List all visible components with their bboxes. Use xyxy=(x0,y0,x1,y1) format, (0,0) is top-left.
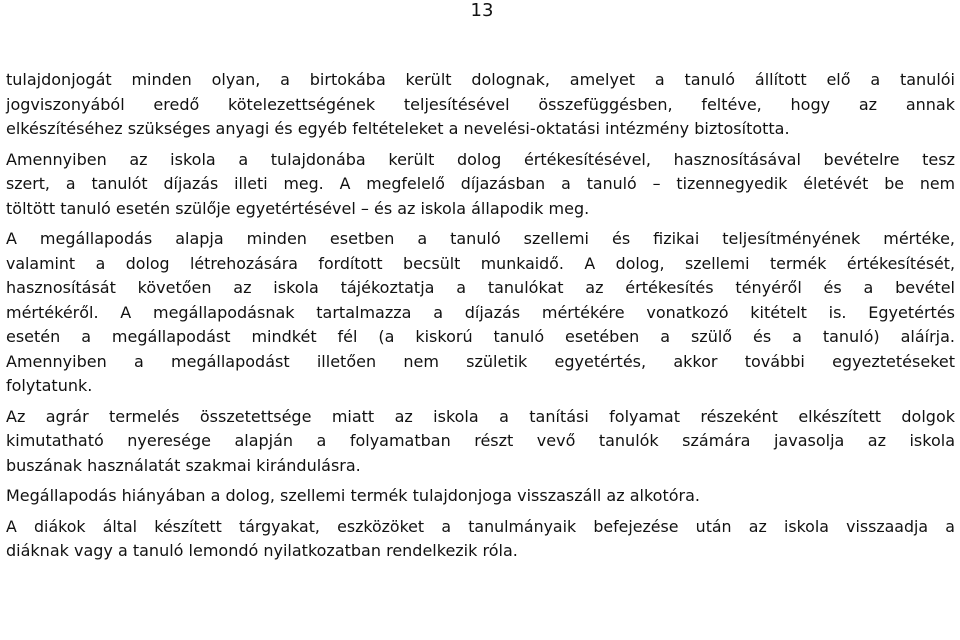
paragraph-1 xyxy=(6,68,955,142)
text-line: szert, a tanulót díjazás illeti meg. A megfelelő díjazásban a tanuló – tizennegyedik életévét be nem xyxy=(6,174,955,193)
text-line: hasznosítását követően az iskola tájékoztatja a tanulókat az értékesítés tényéről és a bevétel xyxy=(6,278,955,297)
text-line: mértékéről. A megállapodásnak tartalmazza a díjazás mértékére vonatkozó kitételt is. Egyetértés xyxy=(6,302,955,322)
text-line: elkészítéséhez szükséges anyagi és egyéb feltételeket a nevelési-oktatási intézmény biztosította. xyxy=(6,119,790,138)
page-number: 13 xyxy=(470,0,494,21)
text-line: tulajdonjogát minden olyan, a birtokába került dolognak, amelyet a tanuló állított elő a tanulói xyxy=(6,70,955,89)
document-body xyxy=(6,68,955,564)
text-line: Az agrár termelés összetettsége miatt az iskola a tanítási folyamat részeként elkészített dolgok xyxy=(6,406,955,426)
text-line: Megállapodás hiányában a dolog, szellemi termék tulajdonjoga visszaszáll az alkotóra. xyxy=(6,486,700,505)
text-line: töltött tanuló esetén szülője egyetértésével – és az iskola állapodik meg. xyxy=(6,198,590,218)
paragraph-3 xyxy=(6,227,955,399)
paragraph-6 xyxy=(6,515,955,564)
paragraph-5 xyxy=(6,484,955,509)
text-line: jogviszonyából eredő kötelezettségének teljesítésével összefüggésben, feltéve, hogy az annak xyxy=(6,94,955,114)
paragraph-2 xyxy=(6,148,955,222)
text-line: Amennyiben a megállapodást illetően nem születik egyetértés, akkor további egyeztetéseket xyxy=(6,351,955,371)
text-line: kimutatható nyeresége alapján a folyamatban részt vevő tanulók számára javasolja az iskola xyxy=(6,431,955,450)
text-line: A diákok által készített tárgyakat, eszközöket a tanulmányaik befejezése után az iskola visszaadja a xyxy=(6,516,955,536)
text-line: esetén a megállapodást mindkét fél (a kiskorú tanuló esetében a szülő és a tanuló) aláírja. xyxy=(6,327,955,346)
text-line: valamint a dolog létrehozására fordított becsült munkaidő. A dolog, szellemi termék értékesítését, xyxy=(6,253,955,273)
text-line: diáknak vagy a tanuló lemondó nyilatkozatban rendelkezik róla. xyxy=(6,541,518,560)
text-line: Amennyiben az iskola a tulajdonába került dolog értékesítésével, hasznosításával bevételre tesz xyxy=(6,149,955,169)
paragraph-4 xyxy=(6,405,955,479)
text-line: buszának használatát szakmai kirándulásra. xyxy=(6,455,361,475)
text-line: folytatunk. xyxy=(6,376,93,395)
text-line: A megállapodás alapja minden esetben a tanuló szellemi és fizikai teljesítményének mértéke, xyxy=(6,229,955,248)
